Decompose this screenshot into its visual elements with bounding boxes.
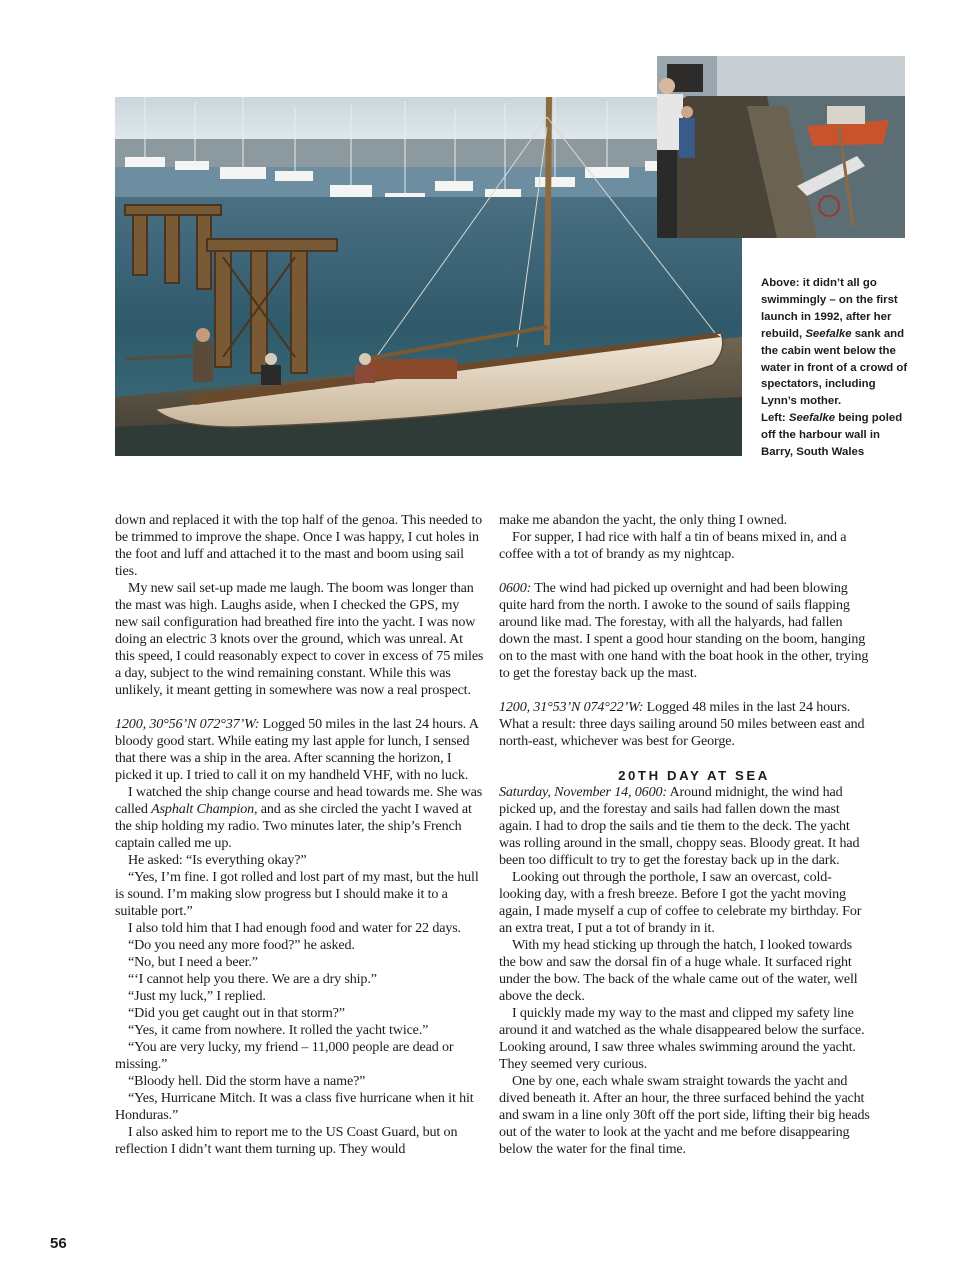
- caption-above-label: Above:: [761, 277, 800, 289]
- log-entry-text: Logged 50 miles in the last 24 hours. A bloody good start. While eating my last apple for lunch, I sensed that there was a ship in the area. After scanning the horizon, I picked it up. I tried to call it on my handheld VHF, with no luck.: [115, 716, 479, 783]
- paragraph: I quickly made my way to the mast and clipped my safety line around it and watched as the whale disappeared below the surface. Looking around, I saw three whales swimming around the yacht. They seemed very curious.: [499, 1005, 865, 1072]
- paragraph: Looking out through the porthole, I saw an overcast, cold-looking day, with a fresh breeze. Before I got the yacht moving again, I made myself a cup of coffee to celebrate my birthday. For an extra treat, I put a tot of brandy in it.: [499, 869, 862, 936]
- caption-left-boat-name: Seefalke: [788, 412, 836, 425]
- log-entry-text: Around midnight, the wind had picked up, and the forestay and sails had fallen down the mast again. I had to drop the sails and tie them to the deck. The yacht was rolling around in the small, choppy seas. Bloody great. It had been too difficult to try to get the forestay back up in the dark.: [499, 784, 860, 868]
- left-column: [115, 512, 485, 1158]
- caption-left-label: Left:: [761, 412, 786, 425]
- caption-above: [761, 275, 911, 410]
- caption-above-text-2: sank and the cabin went below the water in front of a crowd of spectators, including Lynn’s mother.: [761, 327, 908, 408]
- caption-left: [761, 410, 911, 461]
- log-entry-paragraph: [499, 784, 871, 869]
- paragraph: My new sail set-up made me laugh. The boom was longer than the mast was high. Laughs aside, when I checked the GPS, my new sail configuration had breathed fire into the yacht. I was now doing an electric 3 knots over the ground, which was unreal. At this speed, I could reasonably expect to cover in excess of 75 miles a day, subject to the wind remaining constant. While this was unlikely, it meant getting in somewhere was now a real prospect.: [115, 580, 484, 698]
- paragraph: For supper, I had rice with half a tin of beans mixed in, and a coffee with a tot of brandy as my nightcap.: [499, 529, 847, 562]
- log-entry-paragraph: [499, 580, 871, 682]
- right-column: [499, 512, 871, 1158]
- sunken-yacht-photo: [657, 56, 905, 238]
- log-entry-lead: 1200, 30°56’N 072°37’W:: [115, 716, 260, 732]
- paragraph: [115, 784, 485, 852]
- paragraph: “You are very lucky, my friend – 11,000 people are dead or missing.”: [115, 1039, 454, 1072]
- paragraph: He asked: “Is everything okay?”: [128, 852, 307, 868]
- ship-name: Asphalt Champion: [151, 801, 255, 817]
- caption-above-boat-name: Seefalke: [805, 327, 852, 340]
- photo-caption: [761, 275, 911, 461]
- paragraph: “Yes, I’m fine. I got rolled and lost part of my mast, but the hull is sound. I’m making slow progress but I should make it to a suitable port.”: [115, 869, 479, 919]
- log-entry-lead: 0600:: [499, 580, 532, 596]
- paragraph: “No, but I need a beer.”: [128, 954, 258, 970]
- paragraph: “Yes, Hurricane Mitch. It was a class five hurricane when it hit Honduras.”: [115, 1090, 474, 1123]
- paragraph: down and replaced it with the top half of the genoa. This needed to be trimmed to improve the shape. Once I was happy, I cut holes in the foot and luff and attached it to the mast and boom using sail ties.: [115, 512, 482, 579]
- paragraph: One by one, each whale swam straight towards the yacht and dived beneath it. After an hour, the three surfaced behind the yacht and swam in a line only 30ft off the port side, lifting their big heads out of the water to look at the yacht and me before disappearing below the water for the final time.: [499, 1073, 870, 1157]
- caption-above-text-1: it didn’t all go swimmingly – on the first launch in 1992, after her rebuild,: [761, 277, 898, 340]
- page-number: 56: [50, 1235, 67, 1252]
- log-entry-lead: 1200, 31°53’N 074°22’W:: [499, 699, 644, 715]
- paragraph-text: , and as she circled the yacht I waved at the ship holding my radio. Two minutes later, the ship’s French captain called me up.: [115, 801, 472, 851]
- paragraph: “Yes, it came from nowhere. It rolled the yacht twice.”: [128, 1022, 429, 1038]
- caption-left-text: being poled off the harbour wall in Barry, South Wales: [761, 412, 903, 459]
- paragraph: “‘I cannot help you there. We are a dry ship.”: [128, 971, 377, 987]
- paragraph: I also asked him to report me to the US Coast Guard, but on reflection I didn’t want them turning up. They would: [115, 1124, 458, 1157]
- paragraph-text: I watched the ship change course and head towards me. She was called: [115, 784, 483, 817]
- log-entry-text: The wind had picked up overnight and had been blowing quite hard from the north. I awoke to the sound of sails flapping around like mad. The forestay, with all the halyards, had fallen down the mast. I spent a good hour standing on the boom, hanging on to the mast with one hand with the boat hook in the other, trying to get the forestay back up the mast.: [499, 580, 869, 681]
- paragraph: “Do you need any more food?” he asked.: [128, 937, 355, 953]
- log-entry-paragraph: [499, 699, 871, 750]
- paragraph: With my head sticking up through the hatch, I looked towards the bow and saw the dorsal fin of a huge whale. It surfaced right under the bow. The back of the whale came out of the water, well above the deck.: [499, 937, 858, 1004]
- paragraph: I also told him that I had enough food and water for 22 days.: [128, 920, 461, 936]
- harbour-yacht-illustration: [115, 97, 742, 456]
- log-entry-text: Logged 48 miles in the last 24 hours. What a result: three days sailing around 50 miles between east and north-east, whichever was best for George.: [499, 699, 865, 749]
- log-entry-lead: Saturday, November 14, 0600:: [499, 784, 667, 800]
- harbour-yacht-photo: [115, 97, 742, 456]
- paragraph: make me abandon the yacht, the only thing I owned.: [499, 512, 787, 528]
- sunken-yacht-illustration: [657, 56, 905, 238]
- log-entry-paragraph: [115, 716, 485, 784]
- paragraph: “Bloody hell. Did the storm have a name?”: [128, 1073, 366, 1089]
- paragraph: “Just my luck,” I replied.: [128, 988, 266, 1004]
- paragraph: “Did you get caught out in that storm?”: [128, 1005, 345, 1021]
- section-subheading: 20TH DAY AT SEA: [618, 768, 770, 783]
